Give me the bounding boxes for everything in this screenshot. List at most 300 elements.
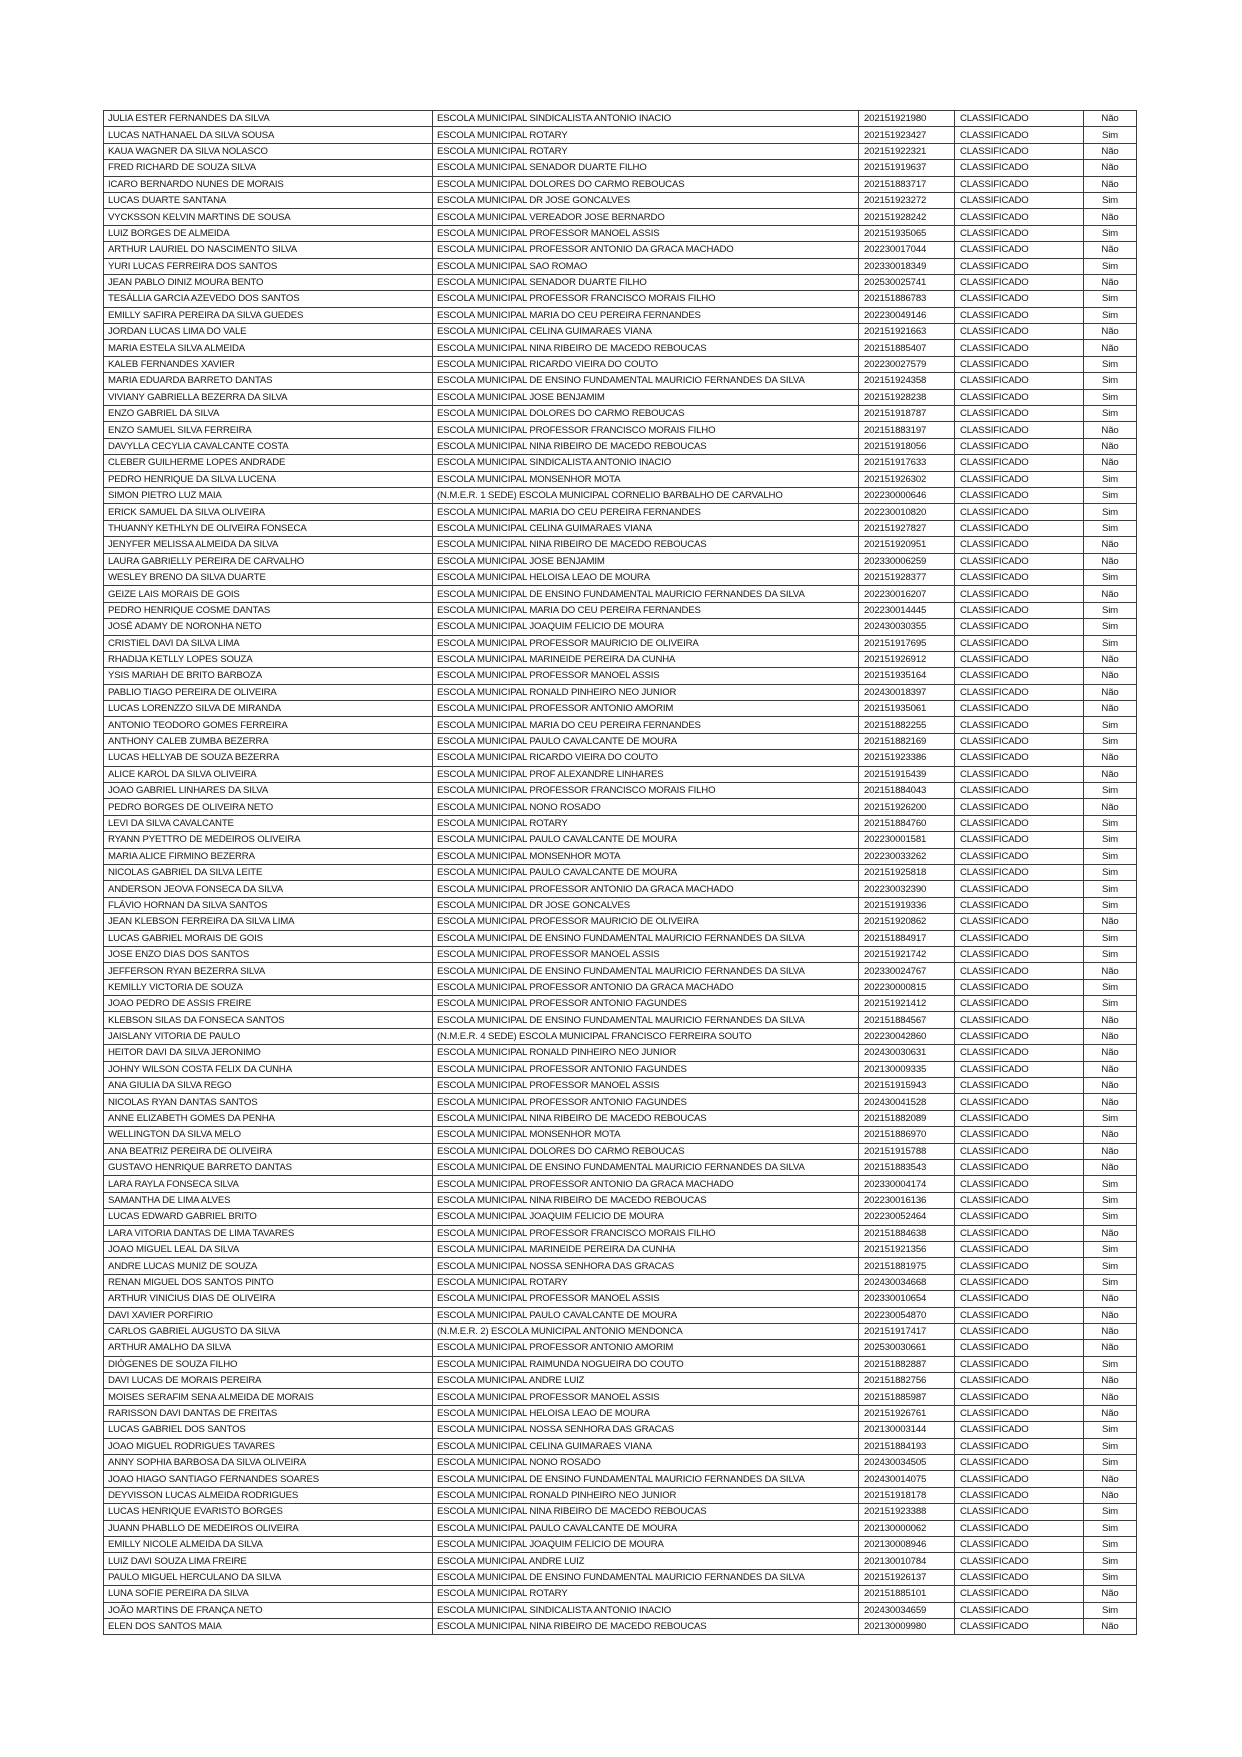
- status-cell: CLASSIFICADO: [955, 1455, 1084, 1471]
- table-row: [104, 324, 1137, 340]
- transport-cell: Sim: [1084, 1274, 1137, 1290]
- table-row: [104, 553, 1137, 569]
- student-name-cell: JEAN PABLO DINIZ MOURA BENTO: [104, 274, 433, 290]
- table-row: [104, 1373, 1137, 1389]
- enrollment-number-cell: 202151885407: [859, 340, 955, 356]
- enrollment-number-cell: 202130009980: [859, 1618, 955, 1634]
- status-cell: CLASSIFICADO: [955, 1618, 1084, 1634]
- school-cell: ESCOLA MUNICIPAL CELINA GUIMARAES VIANA: [433, 520, 859, 536]
- table-row: [104, 127, 1137, 143]
- transport-cell: Sim: [1084, 356, 1137, 372]
- transport-cell: Não: [1084, 143, 1137, 159]
- student-name-cell: PABLIO TIAGO PEREIRA DE OLIVEIRA: [104, 684, 433, 700]
- status-cell: CLASSIFICADO: [955, 635, 1084, 651]
- enrollment-number-cell: 202151927827: [859, 520, 955, 536]
- school-cell: ESCOLA MUNICIPAL DE ENSINO FUNDAMENTAL MAURICIO FERNANDES DA SILVA: [433, 1471, 859, 1487]
- student-name-cell: JOAO GABRIEL LINHARES DA SILVA: [104, 783, 433, 799]
- school-cell: ESCOLA MUNICIPAL PROFESSOR ANTONIO AMORIM: [433, 701, 859, 717]
- student-name-cell: MOISES SERAFIM SENA ALMEIDA DE MORAIS: [104, 1389, 433, 1405]
- enrollment-number-cell: 202151926302: [859, 471, 955, 487]
- table-row: [104, 1536, 1137, 1552]
- enrollment-number-cell: 202151921663: [859, 324, 955, 340]
- table-row: [104, 1422, 1137, 1438]
- enrollment-number-cell: 202151926200: [859, 799, 955, 815]
- table-row: [104, 242, 1137, 258]
- status-cell: CLASSIFICADO: [955, 389, 1084, 405]
- school-cell: ESCOLA MUNICIPAL PROFESSOR FRANCISCO MORAIS FILHO: [433, 783, 859, 799]
- school-cell: ESCOLA MUNICIPAL ROTARY: [433, 1274, 859, 1290]
- enrollment-number-cell: 202230016207: [859, 586, 955, 602]
- table-row: [104, 864, 1137, 880]
- school-cell: ESCOLA MUNICIPAL PROFESSOR ANTONIO DA GRACA MACHADO: [433, 242, 859, 258]
- transport-cell: Não: [1084, 1291, 1137, 1307]
- table-row: [104, 1143, 1137, 1159]
- status-cell: CLASSIFICADO: [955, 1405, 1084, 1421]
- enrollment-number-cell: 202230010820: [859, 504, 955, 520]
- status-cell: CLASSIFICADO: [955, 1471, 1084, 1487]
- enrollment-number-cell: 202151886783: [859, 291, 955, 307]
- status-cell: CLASSIFICADO: [955, 946, 1084, 962]
- status-cell: CLASSIFICADO: [955, 848, 1084, 864]
- school-cell: ESCOLA MUNICIPAL RICARDO VIEIRA DO COUTO: [433, 750, 859, 766]
- status-cell: CLASSIFICADO: [955, 406, 1084, 422]
- status-cell: CLASSIFICADO: [955, 996, 1084, 1012]
- student-name-cell: EMILLY NICOLE ALMEIDA DA SILVA: [104, 1536, 433, 1552]
- table-row: [104, 225, 1137, 241]
- enrollment-number-cell: 202151918787: [859, 406, 955, 422]
- student-name-cell: ARTHUR LAURIEL DO NASCIMENTO SILVA: [104, 242, 433, 258]
- school-cell: ESCOLA MUNICIPAL PROFESSOR MANOEL ASSIS: [433, 668, 859, 684]
- student-name-cell: RENAN MIGUEL DOS SANTOS PINTO: [104, 1274, 433, 1290]
- school-cell: ESCOLA MUNICIPAL NOSSA SENHORA DAS GRACAS: [433, 1258, 859, 1274]
- transport-cell: Sim: [1084, 897, 1137, 913]
- transport-cell: Não: [1084, 1405, 1137, 1421]
- school-cell: ESCOLA MUNICIPAL PROFESSOR ANTONIO DA GRACA MACHADO: [433, 881, 859, 897]
- student-name-cell: ENZO SAMUEL SILVA FERREIRA: [104, 422, 433, 438]
- transport-cell: Não: [1084, 799, 1137, 815]
- school-cell: ESCOLA MUNICIPAL RONALD PINHEIRO NEO JUNIOR: [433, 684, 859, 700]
- transport-cell: Não: [1084, 1487, 1137, 1503]
- status-cell: CLASSIFICADO: [955, 963, 1084, 979]
- table-row: [104, 1061, 1137, 1077]
- table-row: [104, 733, 1137, 749]
- table-row: [104, 1405, 1137, 1421]
- transport-cell: Sim: [1084, 783, 1137, 799]
- status-cell: CLASSIFICADO: [955, 1127, 1084, 1143]
- status-cell: CLASSIFICADO: [955, 537, 1084, 553]
- student-name-cell: LEVI DA SILVA CAVALCANTE: [104, 815, 433, 831]
- student-name-cell: LUCAS EDWARD GABRIEL BRITO: [104, 1209, 433, 1225]
- status-cell: CLASSIFICADO: [955, 1094, 1084, 1110]
- status-cell: CLASSIFICADO: [955, 324, 1084, 340]
- enrollment-number-cell: 202230027579: [859, 356, 955, 372]
- table-row: [104, 815, 1137, 831]
- school-cell: ESCOLA MUNICIPAL PAULO CAVALCANTE DE MOURA: [433, 864, 859, 880]
- school-cell: ESCOLA MUNICIPAL PROFESSOR MANOEL ASSIS: [433, 1389, 859, 1405]
- transport-cell: Não: [1084, 684, 1137, 700]
- student-name-cell: JEAN KLEBSON FERREIRA DA SILVA LIMA: [104, 914, 433, 930]
- transport-cell: Não: [1084, 340, 1137, 356]
- transport-cell: Não: [1084, 1471, 1137, 1487]
- enrollment-number-cell: 202151884760: [859, 815, 955, 831]
- school-cell: ESCOLA MUNICIPAL NOSSA SENHORA DAS GRACAS: [433, 1422, 859, 1438]
- school-cell: ESCOLA MUNICIPAL PROFESSOR FRANCISCO MORAIS FILHO: [433, 1225, 859, 1241]
- transport-cell: Sim: [1084, 192, 1137, 208]
- student-name-cell: YURI LUCAS FERREIRA DOS SANTOS: [104, 258, 433, 274]
- table-row: [104, 471, 1137, 487]
- status-cell: CLASSIFICADO: [955, 258, 1084, 274]
- transport-cell: Não: [1084, 1143, 1137, 1159]
- enrollment-number-cell: 202151885101: [859, 1586, 955, 1602]
- school-cell: ESCOLA MUNICIPAL DE ENSINO FUNDAMENTAL MAURICIO FERNANDES DA SILVA: [433, 930, 859, 946]
- table-row: [104, 569, 1137, 585]
- student-name-cell: JOAO HIAGO SANTIAGO FERNANDES SOARES: [104, 1471, 433, 1487]
- transport-cell: Sim: [1084, 1504, 1137, 1520]
- table-row: [104, 1209, 1137, 1225]
- status-cell: CLASSIFICADO: [955, 930, 1084, 946]
- status-cell: CLASSIFICADO: [955, 1241, 1084, 1257]
- school-cell: ESCOLA MUNICIPAL PAULO CAVALCANTE DE MOURA: [433, 832, 859, 848]
- school-cell: ESCOLA MUNICIPAL MONSENHOR MOTA: [433, 848, 859, 864]
- table-row: [104, 1078, 1137, 1094]
- table-row: [104, 1176, 1137, 1192]
- enrollment-number-cell: 202230042860: [859, 1028, 955, 1044]
- school-cell: ESCOLA MUNICIPAL SINDICALISTA ANTONIO INACIO: [433, 1602, 859, 1618]
- enrollment-number-cell: 202151882255: [859, 717, 955, 733]
- enrollment-number-cell: 202230017044: [859, 242, 955, 258]
- status-cell: CLASSIFICADO: [955, 1028, 1084, 1044]
- table-row: [104, 848, 1137, 864]
- enrollment-number-cell: 202130000062: [859, 1520, 955, 1536]
- table-row: [104, 1127, 1137, 1143]
- table-row: [104, 799, 1137, 815]
- student-name-cell: GEIZE LAIS MORAIS DE GOIS: [104, 586, 433, 602]
- student-name-cell: TESÁLLIA GARCIA AZEVEDO DOS SANTOS: [104, 291, 433, 307]
- school-cell: ESCOLA MUNICIPAL PROFESSOR FRANCISCO MORAIS FILHO: [433, 291, 859, 307]
- table-row: [104, 1241, 1137, 1257]
- status-cell: CLASSIFICADO: [955, 914, 1084, 930]
- enrollment-number-cell: 202151921412: [859, 996, 955, 1012]
- status-cell: CLASSIFICADO: [955, 668, 1084, 684]
- transport-cell: Não: [1084, 1618, 1137, 1634]
- student-name-cell: DAVI LUCAS DE MORAIS PEREIRA: [104, 1373, 433, 1389]
- transport-cell: Não: [1084, 160, 1137, 176]
- status-cell: CLASSIFICADO: [955, 1258, 1084, 1274]
- status-cell: CLASSIFICADO: [955, 422, 1084, 438]
- transport-cell: Sim: [1084, 1602, 1137, 1618]
- table-row: [104, 176, 1137, 192]
- table-row: [104, 750, 1137, 766]
- enrollment-number-cell: 202230049146: [859, 307, 955, 323]
- table-row: [104, 1520, 1137, 1536]
- transport-cell: Sim: [1084, 864, 1137, 880]
- table-row: [104, 1045, 1137, 1061]
- transport-cell: Não: [1084, 274, 1137, 290]
- table-row: [104, 783, 1137, 799]
- table-row: [104, 1094, 1137, 1110]
- student-name-cell: PAULO MIGUEL HERCULANO DA SILVA: [104, 1569, 433, 1585]
- classification-results-table: [103, 110, 1137, 1635]
- transport-cell: Sim: [1084, 996, 1137, 1012]
- enrollment-number-cell: 202430034668: [859, 1274, 955, 1290]
- table-row: [104, 1389, 1137, 1405]
- school-cell: (N.M.E.R. 1 SEDE) ESCOLA MUNICIPAL CORNELIO BARBALHO DE CARVALHO: [433, 487, 859, 503]
- table-row: [104, 1340, 1137, 1356]
- enrollment-number-cell: 202151935065: [859, 225, 955, 241]
- student-name-cell: YSIS MARIAH DE BRITO BARBOZA: [104, 668, 433, 684]
- school-cell: ESCOLA MUNICIPAL NINA RIBEIRO DE MACEDO REBOUCAS: [433, 1192, 859, 1208]
- status-cell: CLASSIFICADO: [955, 520, 1084, 536]
- transport-cell: Não: [1084, 438, 1137, 454]
- school-cell: ESCOLA MUNICIPAL HELOISA LEAO DE MOURA: [433, 569, 859, 585]
- enrollment-number-cell: 202151925818: [859, 864, 955, 880]
- transport-cell: Sim: [1084, 930, 1137, 946]
- enrollment-number-cell: 202151928238: [859, 389, 955, 405]
- enrollment-number-cell: 202151881975: [859, 1258, 955, 1274]
- transport-cell: Sim: [1084, 717, 1137, 733]
- school-cell: ESCOLA MUNICIPAL PAULO CAVALCANTE DE MOURA: [433, 733, 859, 749]
- student-name-cell: MARIA ESTELA SILVA ALMEIDA: [104, 340, 433, 356]
- student-name-cell: RARISSON DAVI DANTAS DE FREITAS: [104, 1405, 433, 1421]
- enrollment-number-cell: 202151884917: [859, 930, 955, 946]
- school-cell: ESCOLA MUNICIPAL MARINEIDE PEREIRA DA CUNHA: [433, 1241, 859, 1257]
- enrollment-number-cell: 202151884193: [859, 1438, 955, 1454]
- student-name-cell: SAMANTHA DE LIMA ALVES: [104, 1192, 433, 1208]
- student-name-cell: CLEBER GUILHERME LOPES ANDRADE: [104, 455, 433, 471]
- student-name-cell: THUANNY KETHLYN DE OLIVEIRA FONSECA: [104, 520, 433, 536]
- school-cell: ESCOLA MUNICIPAL DR JOSE GONCALVES: [433, 897, 859, 913]
- table-row: [104, 1553, 1137, 1569]
- transport-cell: Sim: [1084, 1241, 1137, 1257]
- enrollment-number-cell: 202430014075: [859, 1471, 955, 1487]
- status-cell: CLASSIFICADO: [955, 1307, 1084, 1323]
- status-cell: CLASSIFICADO: [955, 373, 1084, 389]
- transport-cell: Sim: [1084, 1422, 1137, 1438]
- school-cell: ESCOLA MUNICIPAL DE ENSINO FUNDAMENTAL MAURICIO FERNANDES DA SILVA: [433, 586, 859, 602]
- school-cell: ESCOLA MUNICIPAL ANDRE LUIZ: [433, 1373, 859, 1389]
- student-name-cell: ANTONIO TEODORO GOMES FERREIRA: [104, 717, 433, 733]
- status-cell: CLASSIFICADO: [955, 651, 1084, 667]
- enrollment-number-cell: 202151921980: [859, 111, 955, 127]
- transport-cell: Não: [1084, 1061, 1137, 1077]
- transport-cell: Não: [1084, 455, 1137, 471]
- table-row: [104, 717, 1137, 733]
- table-row: [104, 209, 1137, 225]
- table-row: [104, 111, 1137, 127]
- table-row: [104, 373, 1137, 389]
- enrollment-number-cell: 202530025741: [859, 274, 955, 290]
- transport-cell: Sim: [1084, 258, 1137, 274]
- school-cell: ESCOLA MUNICIPAL JOSE BENJAMIM: [433, 553, 859, 569]
- status-cell: CLASSIFICADO: [955, 750, 1084, 766]
- status-cell: CLASSIFICADO: [955, 1012, 1084, 1028]
- transport-cell: Não: [1084, 701, 1137, 717]
- enrollment-number-cell: 202151928377: [859, 569, 955, 585]
- status-cell: CLASSIFICADO: [955, 1176, 1084, 1192]
- status-cell: CLASSIFICADO: [955, 225, 1084, 241]
- transport-cell: Sim: [1084, 1356, 1137, 1372]
- student-name-cell: HEITOR DAVI DA SILVA JERONIMO: [104, 1045, 433, 1061]
- student-name-cell: ELEN DOS SANTOS MAIA: [104, 1618, 433, 1634]
- student-name-cell: JOAO MIGUEL LEAL DA SILVA: [104, 1241, 433, 1257]
- status-cell: CLASSIFICADO: [955, 1356, 1084, 1372]
- student-name-cell: LAURA GABRIELLY PEREIRA DE CARVALHO: [104, 553, 433, 569]
- school-cell: ESCOLA MUNICIPAL RONALD PINHEIRO NEO JUNIOR: [433, 1045, 859, 1061]
- table-row: [104, 619, 1137, 635]
- transport-cell: Não: [1084, 963, 1137, 979]
- enrollment-number-cell: 202130008946: [859, 1536, 955, 1552]
- transport-cell: Sim: [1084, 1438, 1137, 1454]
- enrollment-number-cell: 202430034505: [859, 1455, 955, 1471]
- school-cell: (N.M.E.R. 2) ESCOLA MUNICIPAL ANTONIO MENDONCA: [433, 1323, 859, 1339]
- school-cell: ESCOLA MUNICIPAL JOAQUIM FELICIO DE MOURA: [433, 619, 859, 635]
- school-cell: ESCOLA MUNICIPAL MARIA DO CEU PEREIRA FERNANDES: [433, 504, 859, 520]
- school-cell: ESCOLA MUNICIPAL DOLORES DO CARMO REBOUCAS: [433, 1143, 859, 1159]
- student-name-cell: LUCAS DUARTE SANTANA: [104, 192, 433, 208]
- student-name-cell: ERICK SAMUEL DA SILVA OLIVEIRA: [104, 504, 433, 520]
- table-row: [104, 1192, 1137, 1208]
- enrollment-number-cell: 202151921356: [859, 1241, 955, 1257]
- status-cell: CLASSIFICADO: [955, 586, 1084, 602]
- student-name-cell: WESLEY BRENO DA SILVA DUARTE: [104, 569, 433, 585]
- status-cell: CLASSIFICADO: [955, 455, 1084, 471]
- enrollment-number-cell: 202230054870: [859, 1307, 955, 1323]
- student-name-cell: JOÃO MARTINS DE FRANÇA NETO: [104, 1602, 433, 1618]
- student-name-cell: KLEBSON SILAS DA FONSECA SANTOS: [104, 1012, 433, 1028]
- student-name-cell: KEMILLY VICTORIA DE SOUZA: [104, 979, 433, 995]
- transport-cell: Não: [1084, 914, 1137, 930]
- enrollment-number-cell: 202151922321: [859, 143, 955, 159]
- school-cell: ESCOLA MUNICIPAL PROFESSOR MANOEL ASSIS: [433, 946, 859, 962]
- table-row: [104, 307, 1137, 323]
- table-row: [104, 1438, 1137, 1454]
- transport-cell: Não: [1084, 111, 1137, 127]
- school-cell: ESCOLA MUNICIPAL PAULO CAVALCANTE DE MOURA: [433, 1520, 859, 1536]
- table-row: [104, 996, 1137, 1012]
- transport-cell: Não: [1084, 1340, 1137, 1356]
- student-name-cell: DAVI XAVIER PORFIRIO: [104, 1307, 433, 1323]
- transport-cell: Sim: [1084, 127, 1137, 143]
- enrollment-number-cell: 202530030661: [859, 1340, 955, 1356]
- school-cell: ESCOLA MUNICIPAL NINA RIBEIRO DE MACEDO REBOUCAS: [433, 1618, 859, 1634]
- student-name-cell: CARLOS GABRIEL AUGUSTO DA SILVA: [104, 1323, 433, 1339]
- table-row: [104, 651, 1137, 667]
- school-cell: ESCOLA MUNICIPAL PROFESSOR MAURICIO DE OLIVEIRA: [433, 635, 859, 651]
- school-cell: ESCOLA MUNICIPAL DOLORES DO CARMO REBOUCAS: [433, 176, 859, 192]
- status-cell: CLASSIFICADO: [955, 766, 1084, 782]
- transport-cell: Não: [1084, 1225, 1137, 1241]
- school-cell: ESCOLA MUNICIPAL DOLORES DO CARMO REBOUCAS: [433, 406, 859, 422]
- enrollment-number-cell: 202130003144: [859, 1422, 955, 1438]
- table-row: [104, 1569, 1137, 1585]
- school-cell: ESCOLA MUNICIPAL SENADOR DUARTE FILHO: [433, 274, 859, 290]
- transport-cell: Sim: [1084, 569, 1137, 585]
- status-cell: CLASSIFICADO: [955, 111, 1084, 127]
- student-name-cell: ANNY SOPHIA BARBOSA DA SILVA OLIVEIRA: [104, 1455, 433, 1471]
- table-row: [104, 356, 1137, 372]
- enrollment-number-cell: 202151918056: [859, 438, 955, 454]
- table-row: [104, 979, 1137, 995]
- transport-cell: Não: [1084, 750, 1137, 766]
- table-row: [104, 1471, 1137, 1487]
- status-cell: CLASSIFICADO: [955, 160, 1084, 176]
- transport-cell: Sim: [1084, 1258, 1137, 1274]
- student-name-cell: LUCAS HENRIQUE EVARISTO BORGES: [104, 1504, 433, 1520]
- status-cell: CLASSIFICADO: [955, 1110, 1084, 1126]
- school-cell: ESCOLA MUNICIPAL HELOISA LEAO DE MOURA: [433, 1405, 859, 1421]
- table-row: [104, 1618, 1137, 1634]
- transport-cell: Sim: [1084, 635, 1137, 651]
- table-row: [104, 455, 1137, 471]
- status-cell: CLASSIFICADO: [955, 340, 1084, 356]
- school-cell: ESCOLA MUNICIPAL RONALD PINHEIRO NEO JUNIOR: [433, 1487, 859, 1503]
- transport-cell: Não: [1084, 1127, 1137, 1143]
- school-cell: ESCOLA MUNICIPAL JOAQUIM FELICIO DE MOURA: [433, 1536, 859, 1552]
- enrollment-number-cell: 202151923272: [859, 192, 955, 208]
- status-cell: CLASSIFICADO: [955, 438, 1084, 454]
- status-cell: CLASSIFICADO: [955, 1209, 1084, 1225]
- table-row: [104, 504, 1137, 520]
- school-cell: ESCOLA MUNICIPAL PROFESSOR ANTONIO AMORIM: [433, 1340, 859, 1356]
- student-name-cell: DIÓGENES DE SOUZA FILHO: [104, 1356, 433, 1372]
- status-cell: CLASSIFICADO: [955, 291, 1084, 307]
- school-cell: ESCOLA MUNICIPAL DE ENSINO FUNDAMENTAL MAURICIO FERNANDES DA SILVA: [433, 963, 859, 979]
- status-cell: CLASSIFICADO: [955, 1045, 1084, 1061]
- enrollment-number-cell: 202151882089: [859, 1110, 955, 1126]
- student-name-cell: ANTHONY CALEB ZUMBA BEZERRA: [104, 733, 433, 749]
- transport-cell: Sim: [1084, 471, 1137, 487]
- table-row: [104, 1487, 1137, 1503]
- student-name-cell: LARA RAYLA FONSECA SILVA: [104, 1176, 433, 1192]
- student-name-cell: RYANN PYETTRO DE MEDEIROS OLIVEIRA: [104, 832, 433, 848]
- school-cell: ESCOLA MUNICIPAL DE ENSINO FUNDAMENTAL MAURICIO FERNANDES DA SILVA: [433, 1569, 859, 1585]
- transport-cell: Não: [1084, 422, 1137, 438]
- enrollment-number-cell: 202151915943: [859, 1078, 955, 1094]
- status-cell: CLASSIFICADO: [955, 1143, 1084, 1159]
- school-cell: ESCOLA MUNICIPAL DE ENSINO FUNDAMENTAL MAURICIO FERNANDES DA SILVA: [433, 1012, 859, 1028]
- enrollment-number-cell: 202151920951: [859, 537, 955, 553]
- student-name-cell: CRISTIEL DAVI DA SILVA LIMA: [104, 635, 433, 651]
- school-cell: ESCOLA MUNICIPAL VEREADOR JOSE BERNARDO: [433, 209, 859, 225]
- status-cell: CLASSIFICADO: [955, 1438, 1084, 1454]
- enrollment-number-cell: 202151917633: [859, 455, 955, 471]
- table-row: [104, 406, 1137, 422]
- student-name-cell: LUIZ BORGES DE ALMEIDA: [104, 225, 433, 241]
- table-row: [104, 487, 1137, 503]
- status-cell: CLASSIFICADO: [955, 1061, 1084, 1077]
- transport-cell: Não: [1084, 209, 1137, 225]
- school-cell: ESCOLA MUNICIPAL NINA RIBEIRO DE MACEDO REBOUCAS: [433, 340, 859, 356]
- table-row: [104, 586, 1137, 602]
- transport-cell: Sim: [1084, 1455, 1137, 1471]
- enrollment-number-cell: 202230032390: [859, 881, 955, 897]
- school-cell: ESCOLA MUNICIPAL PROFESSOR MANOEL ASSIS: [433, 1078, 859, 1094]
- status-cell: CLASSIFICADO: [955, 1586, 1084, 1602]
- student-name-cell: ANDERSON JEOVA FONSECA DA SILVA: [104, 881, 433, 897]
- student-name-cell: FRED RICHARD DE SOUZA SILVA: [104, 160, 433, 176]
- enrollment-number-cell: 202130010784: [859, 1553, 955, 1569]
- transport-cell: Não: [1084, 1586, 1137, 1602]
- enrollment-number-cell: 202151923427: [859, 127, 955, 143]
- table-row: [104, 1307, 1137, 1323]
- school-cell: ESCOLA MUNICIPAL SENADOR DUARTE FILHO: [433, 160, 859, 176]
- school-cell: ESCOLA MUNICIPAL ROTARY: [433, 815, 859, 831]
- transport-cell: Não: [1084, 1094, 1137, 1110]
- table-row: [104, 1586, 1137, 1602]
- school-cell: ESCOLA MUNICIPAL ROTARY: [433, 143, 859, 159]
- school-cell: ESCOLA MUNICIPAL PROFESSOR MANOEL ASSIS: [433, 1291, 859, 1307]
- student-name-cell: ANA BEATRIZ PEREIRA DE OLIVEIRA: [104, 1143, 433, 1159]
